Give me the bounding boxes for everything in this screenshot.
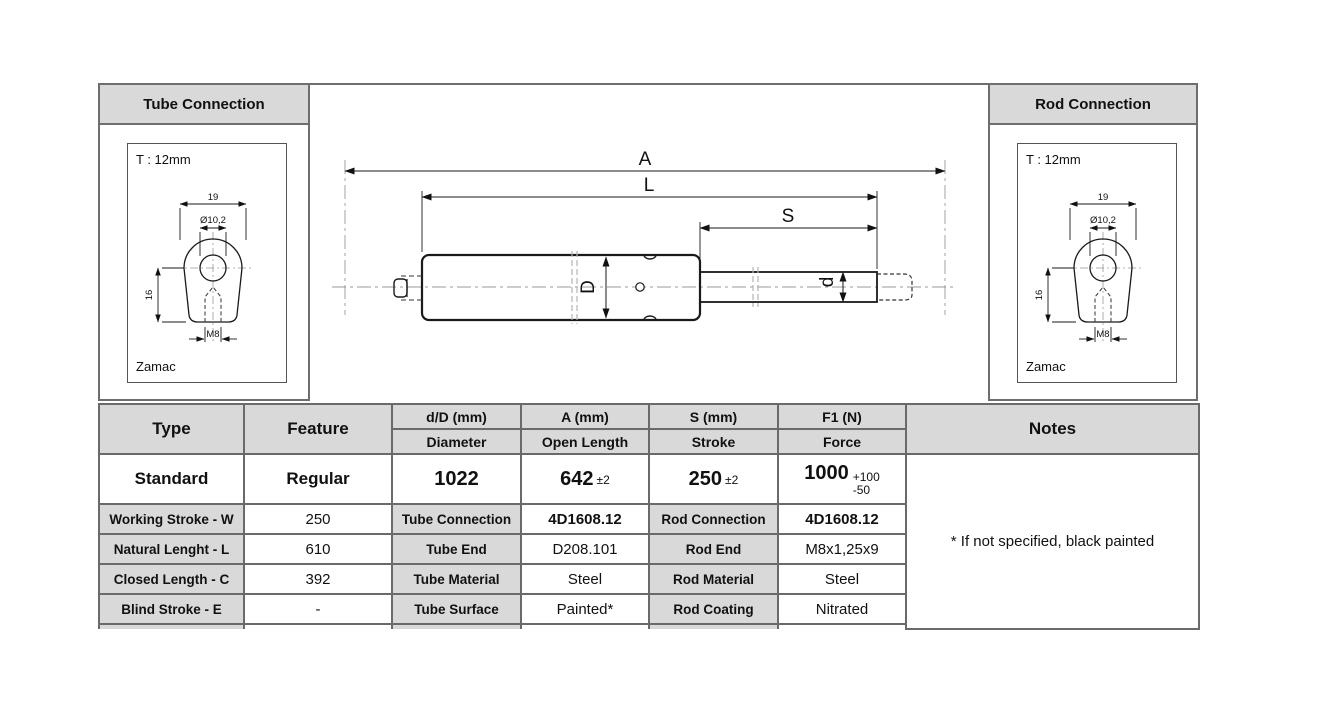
tube-surface-label: Tube Surface [392,594,521,624]
tube-thickness-label: T : 12mm [136,152,191,167]
rod-material-label: Rod Material [649,564,778,594]
dim-label-a: A [638,149,652,170]
tube-material-label: Tube Material [392,564,521,594]
diameter-value-cell: 1022 [392,454,521,504]
working-stroke-value: 250 [244,504,392,534]
rod-eyelet-drawing [1018,144,1178,384]
diameter-name-cell: Diameter [392,429,521,454]
tube-dim-thread: M8 [206,329,220,340]
dim-label-small-d: d [817,276,838,288]
tube-material-value: Steel [521,564,649,594]
tube-surface-value: Painted* [521,594,649,624]
tube-dim-hole: Ø10,2 [200,215,226,226]
notes-header-cell: Notes [906,404,1199,454]
tube-material-label: Zamac [136,359,176,374]
natural-length-label: Natural Lenght - L [99,534,244,564]
dim-label-l: L [643,175,655,196]
rod-connection-panel [988,83,1198,401]
gas-spring-drawing [310,83,988,401]
tube-end-value: D208.101 [521,534,649,564]
rod-dim-height: 16 [1034,289,1045,301]
diameter-code-cell: d/D (mm) [392,404,521,429]
force-code-cell: F1 (N) [778,404,906,429]
rod-eyelet-diagram [1017,143,1177,383]
closed-length-label: Closed Length - C [99,564,244,594]
rod-connection-value: 4D1608.12 [778,504,906,534]
feature-header-cell: Feature [244,404,392,454]
notes-value-cell: * If not specified, black painted [906,454,1199,629]
rod-dim-width: 19 [1097,192,1109,203]
type-value-cell: Standard [99,454,244,504]
dim-label-big-d: D [578,280,599,294]
rod-connection-title: Rod Connection [990,85,1196,125]
rod-coating-value: Nitrated [778,594,906,624]
tube-connection-label: Tube Connection [392,504,521,534]
stroke-value-cell: 250 ±2 [649,454,778,504]
rod-material-value: Steel [778,564,906,594]
tube-connection-value: 4D1608.12 [521,504,649,534]
rod-dim-thread: M8 [1096,329,1110,340]
open-length-code-cell: A (mm) [521,404,649,429]
tube-eyelet-diagram [127,143,287,383]
rod-end-label: Rod End [649,534,778,564]
natural-length-value: 610 [244,534,392,564]
gas-spring-schematic [310,85,988,401]
tube-dim-width: 19 [207,192,219,203]
tube-eyelet-drawing [128,144,288,384]
tube-connection-title: Tube Connection [100,85,308,125]
stroke-code-cell: S (mm) [649,404,778,429]
feature-value-cell: Regular [244,454,392,504]
standard-values-row [99,454,1199,504]
open-length-name-cell: Open Length [521,429,649,454]
closed-length-value: 392 [244,564,392,594]
force-value-cell: 1000 +100 -50 [778,454,906,504]
rod-connection-label: Rod Connection [649,504,778,534]
blind-stroke-value: - [244,594,392,624]
rod-thickness-label: T : 12mm [1026,152,1081,167]
force-name-cell: Force [778,429,906,454]
stroke-name-cell: Stroke [649,429,778,454]
rod-dim-hole: Ø10,2 [1090,215,1116,226]
open-length-value-cell: 642 ±2 [521,454,649,504]
type-header-cell: Type [99,404,244,454]
tube-connection-panel [98,83,310,401]
working-stroke-label: Working Stroke - W [99,504,244,534]
dim-label-s: S [781,206,795,227]
rod-end-value: M8x1,25x9 [778,534,906,564]
tube-dim-height: 16 [144,289,155,301]
header-row-codes [99,404,1199,429]
tube-end-label: Tube End [392,534,521,564]
rod-coating-label: Rod Coating [649,594,778,624]
spec-table [98,403,1200,630]
rod-material-label: Zamac [1026,359,1066,374]
blind-stroke-label: Blind Stroke - E [99,594,244,624]
